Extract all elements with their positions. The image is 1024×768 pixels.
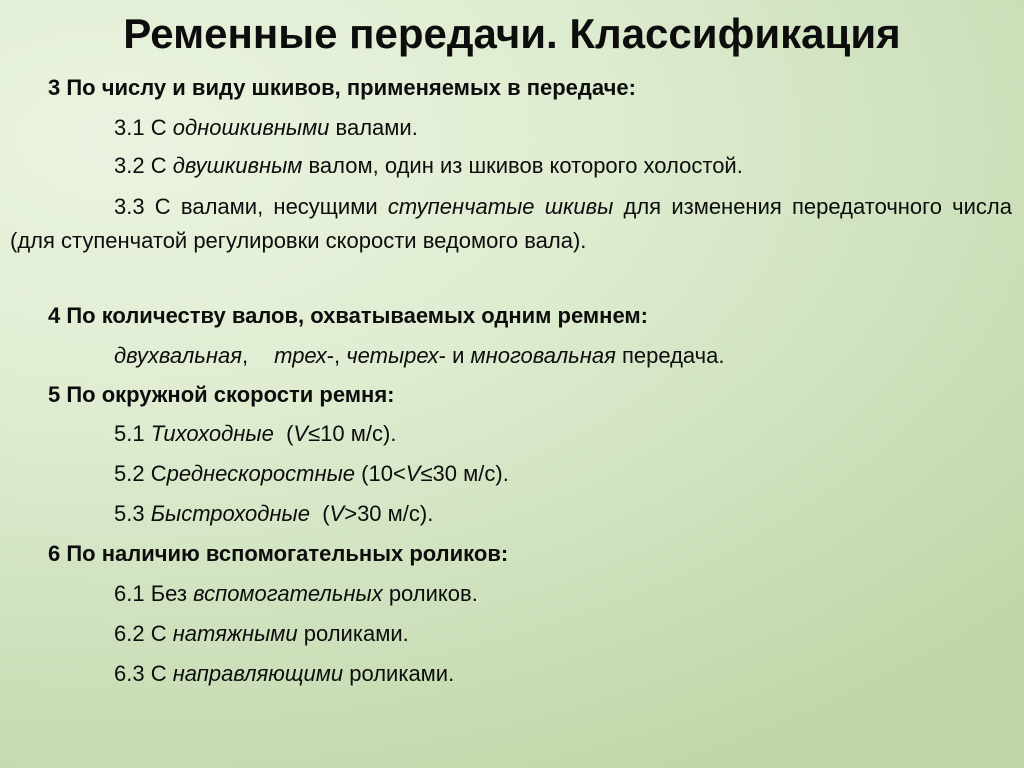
item-5-1-text: 5.1 <box>114 421 151 446</box>
item-4-1-tail: передача. <box>615 343 725 368</box>
item-4-1 <box>114 342 725 370</box>
section-6-heading: 6 По наличию вспомогательных роликов: <box>48 541 509 566</box>
item-6-1-emphasis: вспомогательных <box>193 581 383 606</box>
item-3-3 <box>10 190 1012 258</box>
slide-title: Ременные передачи. Классификация <box>123 10 901 57</box>
item-5-2-text: 5.2 С <box>114 461 167 486</box>
item-4-1-word-2: трех <box>274 343 327 368</box>
item-3-3-text: 3.3 С валами, несущими <box>114 194 388 219</box>
item-5-3-text: 5.3 <box>114 501 151 526</box>
item-5-3-paren: ( <box>309 501 330 526</box>
section-3-heading: 3 По числу и виду шкивов, применяемых в передаче: <box>48 75 636 100</box>
item-3-3-tail: для изменения передаточного числа (для ступенчатой регулировки скорости ведомого вала). <box>10 194 1012 253</box>
section-5-heading: 5 По окружной скорости ремня: <box>48 382 395 407</box>
item-5-1 <box>114 420 396 448</box>
item-5-1-symbol: V <box>293 421 309 446</box>
item-4-1-word-1: двухвальная <box>114 343 242 368</box>
item-3-2 <box>114 152 743 180</box>
item-5-2-tail: ≤30 м/с). <box>420 461 509 486</box>
item-3-3-emphasis: ступенчатые шкивы <box>387 194 614 219</box>
item-3-1-tail: валами. <box>329 115 418 140</box>
item-3-1-text: 3.1 С <box>114 115 173 140</box>
item-4-1-word-3: четырех <box>346 343 439 368</box>
item-4-1-word-4: многовальная <box>470 343 616 368</box>
item-3-1-emphasis: одношкивными <box>172 115 330 140</box>
item-5-3-symbol: V <box>329 501 345 526</box>
item-3-2-text: 3.2 С <box>114 153 173 178</box>
item-6-2-emphasis: натяжными <box>172 621 298 646</box>
item-5-3 <box>114 500 433 528</box>
item-6-3 <box>114 660 454 688</box>
item-5-1-tail: ≤10 м/с). <box>308 421 397 446</box>
item-6-3-text: 6.3 С <box>114 661 173 686</box>
item-6-3-emphasis: направляющими <box>172 661 344 686</box>
item-5-3-emphasis: Быстроходные <box>150 501 310 526</box>
item-6-2-tail: роликами. <box>297 621 409 646</box>
item-6-1-text: 6.1 Без <box>114 581 194 606</box>
item-5-1-emphasis: Тихоходные <box>150 421 274 446</box>
item-5-2-emphasis: реднескоростные <box>166 461 356 486</box>
item-6-1-tail: роликов. <box>382 581 478 606</box>
item-5-2-paren: (10< <box>355 461 406 486</box>
item-5-2 <box>114 460 509 488</box>
item-5-3-tail: >30 м/с). <box>344 501 434 526</box>
item-3-2-emphasis: двушкивным <box>172 153 303 178</box>
item-6-1 <box>114 580 478 608</box>
item-5-1-paren: ( <box>273 421 294 446</box>
item-4-1-sep-1: , <box>241 343 249 368</box>
item-3-1 <box>114 114 418 142</box>
section-4-heading: 4 По количеству валов, охватываемых одним ремнем: <box>48 303 649 328</box>
item-5-2-symbol: V <box>405 461 421 486</box>
item-6-2 <box>114 620 409 648</box>
item-4-1-sep-3: - и <box>438 343 471 368</box>
item-6-3-tail: роликами. <box>343 661 455 686</box>
item-6-2-text: 6.2 С <box>114 621 173 646</box>
item-3-2-tail: валом, один из шкивов которого холостой. <box>302 153 743 178</box>
item-4-1-sep-2: -, <box>326 343 347 368</box>
